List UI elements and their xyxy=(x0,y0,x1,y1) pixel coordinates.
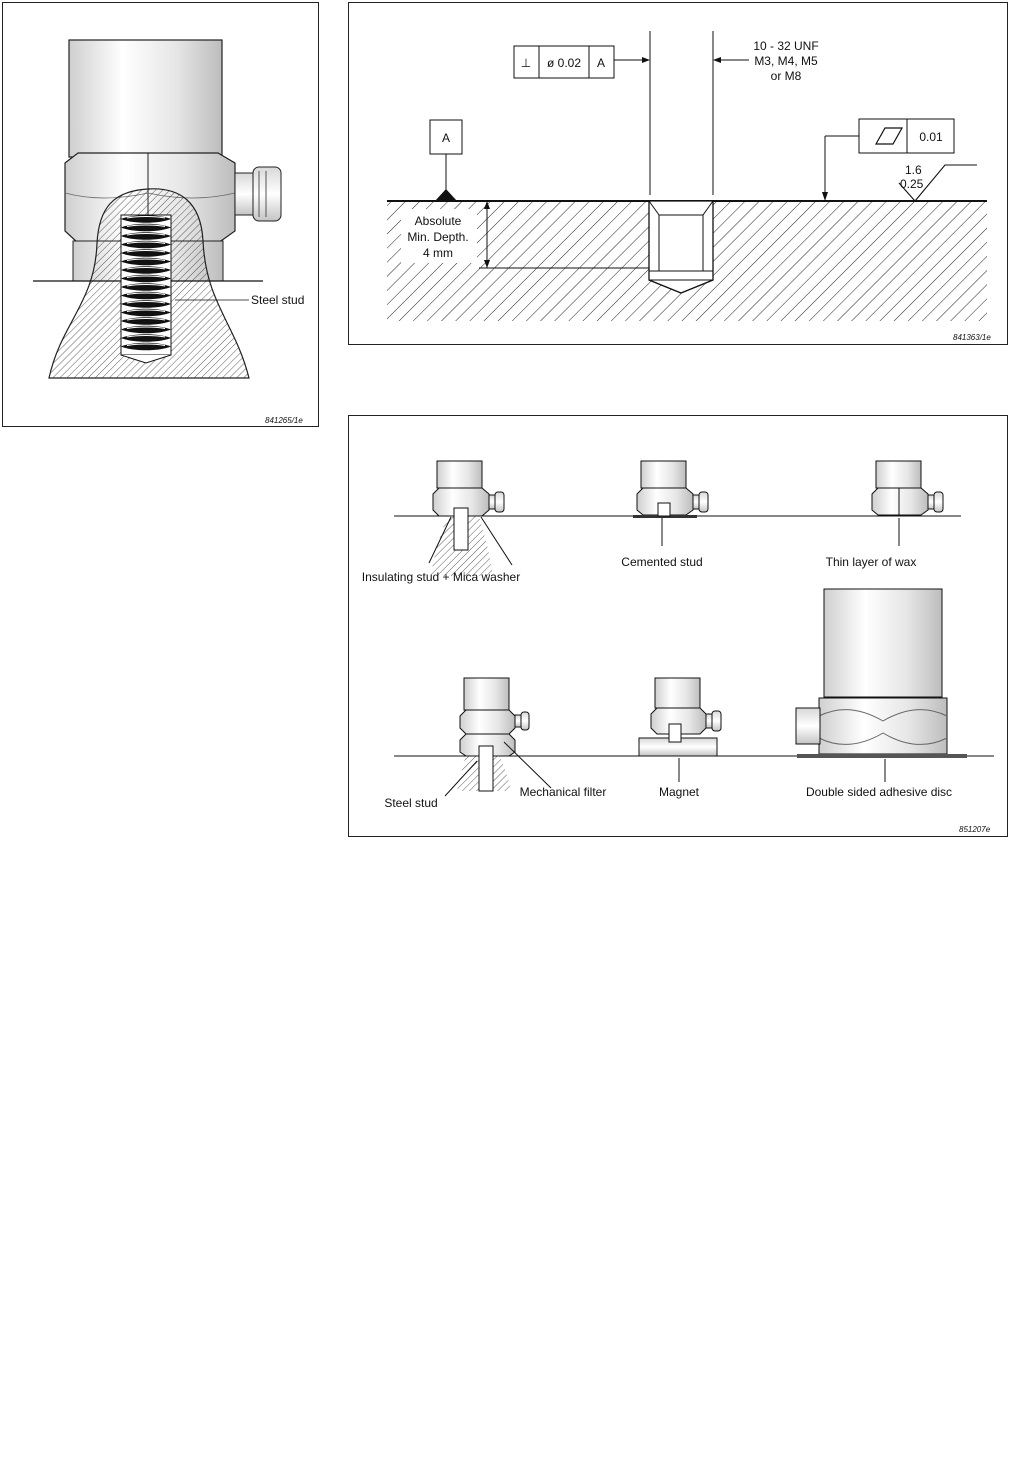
adhesive-disc-label: Double sided adhesive disc xyxy=(805,785,953,799)
flatness-value: 0.01 xyxy=(919,130,943,144)
mechanical-filter-mount xyxy=(445,678,551,796)
thread-spec-line-3: or M8 xyxy=(770,69,802,83)
magnet-mount xyxy=(639,678,721,782)
figure-steel-stud-mount xyxy=(2,2,319,427)
datum-feature xyxy=(430,120,462,201)
figure-code: 841363/1e xyxy=(953,333,991,342)
roughness-upper: 1.6 xyxy=(905,163,922,177)
datum-label: A xyxy=(441,131,451,145)
accelerometer-body xyxy=(69,40,222,157)
perpendicularity-frame xyxy=(514,46,614,78)
surface-roughness-icon xyxy=(899,163,977,201)
magnet-label: Magnet xyxy=(658,785,700,799)
mounting-methods-drawing xyxy=(349,416,1009,838)
thread-spec-line-2: M3, M4, M5 xyxy=(754,54,818,68)
insulating-stud-label: Insulating stud + Mica washer xyxy=(361,570,521,584)
perpendicularity-tolerance: ø 0.02 xyxy=(546,56,582,70)
figure-mounting-hole-spec xyxy=(348,2,1008,345)
figure-code: 851207e xyxy=(959,825,991,834)
mechanical-filter-label: Mechanical filter xyxy=(519,785,607,799)
depth-label-line-3: 4 mm xyxy=(423,246,453,260)
datum-triangle-icon xyxy=(435,189,457,201)
depth-label-line-1: Absolute xyxy=(414,214,462,228)
mounting-hole-drawing xyxy=(349,3,1009,346)
adhesive-disc-mount xyxy=(796,589,967,782)
steel-stud-icon xyxy=(121,215,171,363)
connector-icon xyxy=(235,167,281,221)
wax-mount xyxy=(872,461,943,546)
figure-mounting-methods xyxy=(348,415,1008,837)
figure-code: 841265/1e xyxy=(265,416,303,425)
steel-stud-label: Steel stud xyxy=(384,796,438,810)
perpendicularity-datum: A xyxy=(596,56,606,70)
cemented-stud-label: Cemented stud xyxy=(621,555,703,569)
perpendicularity-icon: ⊥ xyxy=(520,56,532,70)
depth-label-line-2: Min. Depth. xyxy=(407,230,469,244)
cemented-stud-mount xyxy=(633,461,708,546)
steel-stud-mount-drawing xyxy=(3,3,320,428)
steel-stud-label: Steel stud xyxy=(251,293,305,307)
roughness-lower: 0.25 xyxy=(900,177,924,191)
tapped-hole xyxy=(649,201,713,293)
flatness-frame xyxy=(822,119,954,201)
insulating-stud-mount xyxy=(429,461,512,576)
thread-spec-line-1: 10 - 32 UNF xyxy=(753,39,819,53)
wax-label: Thin layer of wax xyxy=(825,555,917,569)
